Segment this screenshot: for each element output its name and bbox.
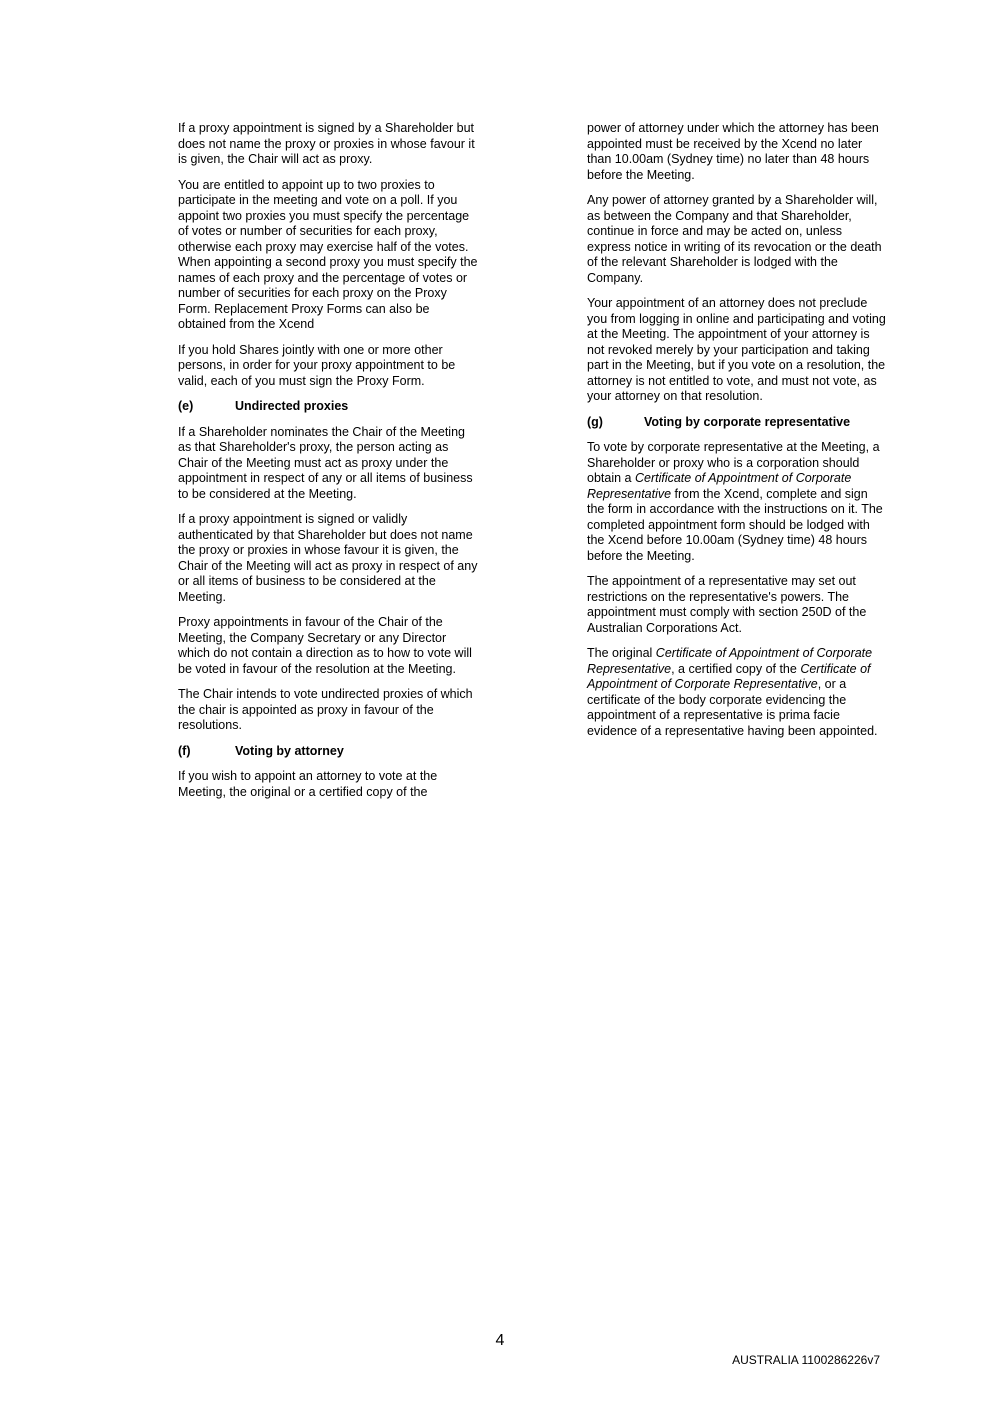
- paragraph: If a proxy appointment is signed or validly authenticated by that Shareholder but does not name the proxy or proxies in whose favour it is given, the Chair of the Meeting will act as proxy in respect of any or all items of business to be considered at the Meeting.: [178, 512, 478, 604]
- paragraph: If you wish to appoint an attorney to vote at the Meeting, the original or a certified copy of the: [178, 769, 438, 799]
- paragraph: If a proxy appointment is signed by a Shareholder but does not name the proxy or proxies in whose favour it is given, the Chair will act as proxy.: [178, 121, 475, 166]
- text-run: To vote by corporate representative at the Meeting, a Shareholder or proxy who is a corporation should obtain a: [587, 440, 880, 485]
- page-number: 4: [495, 1332, 505, 1349]
- paragraph: If you hold Shares jointly with one or more other persons, in order for your proxy appointment to be valid, each of you must sign the Proxy Form.: [178, 342, 456, 388]
- section-heading-f: [178, 744, 478, 760]
- paragraph: [587, 440, 887, 564]
- paragraph: You are entitled to appoint up to two proxies to participate in the meeting and vote on a poll. If you appoint two proxies you must specify the percentage of votes or number of securities for each proxy, otherwise each proxy may exercise half of the votes. When appointing a second proxy you must specify the names of each proxy and the percentage of votes or number of securities for each proxy on the Proxy Form. Replacement Proxy Forms can also be obtained from the Xcend: [178, 177, 478, 331]
- right-column: [587, 121, 887, 749]
- section-number: (g): [587, 414, 603, 429]
- section-title: Undirected proxies: [235, 399, 349, 413]
- italic-term: Certificate of Appointment of Corporate Representative: [587, 646, 873, 676]
- italic-term: Certificate of Appointment of Corporate Representative: [587, 661, 871, 691]
- paragraph: The Chair intends to vote undirected proxies of which the chair is appointed as proxy in favour of the resolutions.: [178, 687, 473, 732]
- text-run: , a certified copy of the: [671, 661, 801, 676]
- italic-term: Certificate of Appointment of Corporate Representative: [587, 471, 852, 501]
- text-run: The original: [587, 646, 656, 660]
- section-heading-g: [587, 415, 887, 431]
- text-run: from the Xcend, complete and sign the form in accordance with the instructions on it. The completed appointment form should be lodged with the Xcend before 10.00am (Sydney time) 48 hours before the Meeting.: [587, 486, 883, 563]
- section-title: Voting by attorney: [235, 743, 344, 758]
- left-column: [178, 121, 478, 810]
- paragraph: Proxy appointments in favour of the Chair of the Meeting, the Company Secretary or any Director which do not contain a direction as to how to vote will be voted in favour of the resolution at the Meeting.: [178, 615, 472, 676]
- section-number: (f): [178, 743, 191, 758]
- paragraph: power of attorney under which the attorney has been appointed must be received by the Xcend no later than 10.00am (Sydney time) no later than 48 hours before the Meeting.: [587, 121, 879, 182]
- paragraph: [587, 646, 887, 739]
- document-reference: AUSTRALIA 1100286226v7: [732, 1353, 880, 1367]
- paragraph: The appointment of a representative may set out restrictions on the representative's powers. The appointment must comply with section 250D of the Australian Corporations Act.: [587, 574, 867, 635]
- section-number: (e): [178, 399, 194, 413]
- paragraph: If a Shareholder nominates the Chair of the Meeting as that Shareholder's proxy, the person acting as Chair of the Meeting must act as proxy under the appointment in respect of any or all items of business to be considered at the Meeting.: [178, 424, 473, 501]
- text-run: , or a certificate of the body corporate evidencing the appointment of a representative is prima facie evidence of a representative having been appointed.: [587, 677, 878, 738]
- paragraph: Your appointment of an attorney does not preclude you from logging in online and participating and voting at the Meeting. The appointment of your attorney is not revoked merely by your participation and taking part in the Meeting, but if you vote on a resolution, the attorney is not entitled to vote, and must not vote, as your attorney on that resolution.: [587, 296, 886, 403]
- section-title: Voting by corporate representative: [644, 414, 851, 429]
- paragraph: Any power of attorney granted by a Shareholder will, as between the Company and that Shareholder, continue in force and may be acted on, unless express notice in writing of its revocation or the death of the relevant Shareholder is lodged with the Company.: [587, 193, 882, 285]
- section-heading-e: [178, 399, 478, 415]
